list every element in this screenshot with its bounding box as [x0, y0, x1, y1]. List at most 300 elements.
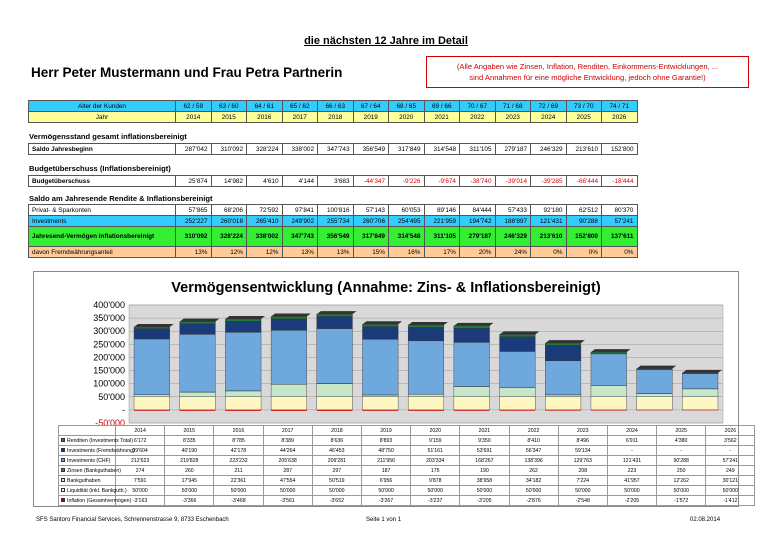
data-label: -2'548: [558, 496, 607, 506]
x-tick-label: 2023: [558, 426, 607, 436]
data-label: 8'893: [361, 436, 410, 446]
data-label: -: [657, 446, 706, 456]
row-cell: 12%: [211, 247, 247, 258]
data-label: 219'828: [165, 456, 214, 466]
data-label: 8'410: [509, 436, 558, 446]
data-label: 50'000: [509, 486, 558, 496]
age-cell: 73 / 70: [566, 101, 602, 112]
age-row: [29, 101, 638, 112]
data-label: -: [607, 446, 656, 456]
data-label: 250: [657, 466, 706, 476]
bar-segment: [682, 373, 718, 374]
chart-title: Vermögensentwicklung (Annahme: Zins- & Inflationsbereinigt): [171, 280, 601, 296]
saldo-row: [29, 144, 638, 155]
data-label: 190: [460, 466, 509, 476]
row-cell: 89'146: [424, 205, 460, 216]
bar-segment: [225, 332, 261, 391]
legend-swatch: [61, 488, 65, 492]
legend-label: Liquidität (inkl. Bankguth.): [67, 487, 127, 494]
y-tick-label: -: [122, 404, 125, 415]
bar-segment: [225, 321, 261, 332]
bar-segment-negative: [454, 410, 490, 411]
row-cell: 12%: [247, 247, 283, 258]
x-tick-label: 2015: [165, 426, 214, 436]
legend-label: Bankguthaben: [67, 477, 101, 484]
footer-date: 02.08.2014: [690, 517, 721, 523]
x-tick-label: 2021: [460, 426, 509, 436]
row-cell: 356'549: [318, 227, 354, 247]
row-cell: 100'816: [318, 205, 354, 216]
row-cell: 279'187: [460, 227, 496, 247]
bar-segment: [682, 374, 718, 389]
bar-top: [362, 321, 402, 324]
row-cell: 249'902: [282, 216, 318, 227]
data-label: -2'876: [509, 496, 558, 506]
y-tick-label: -50'000: [95, 418, 125, 428]
legend-label: Investments (CHF): [67, 457, 111, 464]
year-cell: 2020: [389, 112, 425, 123]
row-cell: 57'433: [495, 205, 531, 216]
data-label: 205'638: [263, 456, 312, 466]
bar-segment: [545, 343, 581, 345]
row-cell: 57'241: [602, 216, 638, 227]
y-tick-label: 250'000: [93, 339, 125, 350]
bar-segment: [362, 327, 398, 340]
legend-swatch: [61, 498, 65, 502]
legend-header-row: [59, 426, 755, 436]
x-tick-label: 2016: [214, 426, 263, 436]
bar-segment-negative: [134, 410, 170, 411]
budget-row: [29, 176, 638, 187]
data-label: 50'000: [706, 486, 755, 496]
bar-segment: [317, 397, 353, 410]
budget-cell: 4'144: [282, 176, 318, 187]
row-cell: 92'180: [531, 205, 567, 216]
disclaimer-box: [426, 56, 749, 88]
bar-segment: [271, 397, 307, 410]
row-cell: 221'959: [424, 216, 460, 227]
legend-label: Renditen (Investments Total): [67, 437, 133, 444]
data-label: -1'412: [706, 496, 755, 506]
bar-segment-negative: [500, 410, 536, 411]
row-cell: 252'227: [176, 216, 212, 227]
row-label: Privat- & Sparkonten: [29, 205, 176, 216]
age-cell: 72 / 69: [531, 101, 567, 112]
bar-segment: [637, 397, 673, 410]
section-heading-vermoegen: Vermögensstand gesamt inflationsbereinigt: [29, 132, 187, 141]
bar-segment: [225, 319, 261, 321]
row-cell: 57'143: [353, 205, 389, 216]
age-cell: 70 / 67: [460, 101, 496, 112]
saldo-detail-row: [29, 216, 638, 227]
year-cell: 2026: [602, 112, 638, 123]
data-label: -3'267: [361, 496, 410, 506]
data-label: 208: [558, 466, 607, 476]
bar-segment: [408, 394, 444, 397]
data-label: -3'561: [263, 496, 312, 506]
budget-cell: -44'347: [353, 176, 389, 187]
row-cell: 57'865: [176, 205, 212, 216]
data-label: 287: [263, 466, 312, 476]
data-label: 129'763: [558, 456, 607, 466]
data-label: 175: [411, 466, 460, 476]
legend-swatch: [61, 448, 65, 452]
legend-label: Investments (Fremdwährung): [67, 447, 135, 454]
row-cell: 0%: [531, 247, 567, 258]
page-title: die nächsten 12 Jahre im Detail: [304, 35, 468, 47]
saldo-cell: 311'105: [460, 144, 496, 155]
data-label: 50'000: [214, 486, 263, 496]
y-tick-label: 100'000: [93, 378, 125, 389]
row-cell: 347'743: [282, 227, 318, 247]
chart-data-table: [58, 425, 755, 506]
row-cell: 62'512: [566, 205, 602, 216]
year-cell: 2025: [566, 112, 602, 123]
row-cell: 188'897: [495, 216, 531, 227]
data-label: 223: [607, 466, 656, 476]
bar-top: [637, 366, 677, 369]
bar-segment: [637, 394, 673, 397]
age-cell: 64 / 61: [247, 101, 283, 112]
bar-segment-negative: [362, 410, 398, 411]
budget-cell: -18'444: [602, 176, 638, 187]
legend-swatch: [61, 478, 65, 482]
bar-segment: [317, 316, 353, 328]
data-label: 22'361: [214, 476, 263, 486]
budget-cell: 14'982: [211, 176, 247, 187]
year-cell: 2023: [495, 112, 531, 123]
data-label: 223'232: [214, 456, 263, 466]
bar-segment: [637, 370, 673, 394]
bar-segment: [682, 389, 718, 397]
bar-segment: [134, 329, 170, 339]
bar-segment-negative: [225, 410, 261, 411]
data-label: 9'159: [411, 436, 460, 446]
data-label: 274: [116, 466, 165, 476]
legend-swatch: [61, 468, 65, 472]
y-tick-label: 300'000: [93, 326, 125, 337]
age-label: Alter der Kunden: [29, 101, 176, 112]
legend-entry: [59, 496, 132, 506]
bar-segment: [454, 387, 490, 397]
footer-address: SFS Santoro Financial Services, Schrennenstrasse 9, 8733 Eschenbach: [36, 517, 229, 523]
saldo-detail-row: [29, 247, 638, 258]
saldo-cell: 338'002: [282, 144, 318, 155]
year-cell: 2024: [531, 112, 567, 123]
legend-corner: [59, 426, 116, 436]
data-label: 46'453: [312, 446, 361, 456]
year-label: Jahr: [29, 112, 176, 123]
x-tick-label: 2022: [509, 426, 558, 436]
data-label: 211: [214, 466, 263, 476]
bar-top: [591, 349, 631, 352]
saldo-cell: 317'849: [389, 144, 425, 155]
row-cell: 17%: [424, 247, 460, 258]
budget-cell: -39'014: [495, 176, 531, 187]
data-label: 3'562: [706, 436, 755, 446]
age-cell: 71 / 68: [495, 101, 531, 112]
row-cell: 60'053: [389, 205, 425, 216]
data-label: 6'911: [607, 436, 656, 446]
bar-segment: [271, 317, 307, 319]
budget-cell: -66'444: [566, 176, 602, 187]
legend-entry: [59, 466, 121, 476]
legend-label: Inflation (Gesamtvermögen): [67, 497, 132, 504]
saldo-cell: 347'743: [318, 144, 354, 155]
data-label: 56'347: [509, 446, 558, 456]
row-cell: 13%: [176, 247, 212, 258]
row-cell: 80'370: [602, 205, 638, 216]
legend-entry: [59, 446, 135, 456]
data-label: 8'785: [214, 436, 263, 446]
row-cell: 24%: [495, 247, 531, 258]
saldo-cell: 356'549: [353, 144, 389, 155]
data-label: 211'956: [361, 456, 410, 466]
bar-segment: [454, 326, 490, 328]
data-label: -: [706, 446, 755, 456]
bar-segment: [500, 337, 536, 352]
chart-plot: [33, 295, 733, 428]
row-cell: 15%: [353, 247, 389, 258]
legend-row: [59, 446, 755, 456]
bar-segment-negative: [317, 410, 353, 411]
year-cell: 2014: [176, 112, 212, 123]
data-label: 50'000: [657, 486, 706, 496]
data-label: 9'350: [460, 436, 509, 446]
x-tick-label: 2018: [312, 426, 361, 436]
x-tick-label: 2019: [361, 426, 410, 436]
data-label: 44'264: [263, 446, 312, 456]
data-label: 50'000: [263, 486, 312, 496]
x-tick-label: 2024: [607, 426, 656, 436]
row-cell: 194'742: [460, 216, 496, 227]
bar-segment: [500, 351, 536, 387]
year-cell: 2016: [247, 112, 283, 123]
bar-segment: [271, 330, 307, 384]
budget-cell: 4'610: [247, 176, 283, 187]
bar-segment: [362, 339, 398, 395]
data-label: 50'000: [361, 486, 410, 496]
data-label: -2'205: [607, 496, 656, 506]
bar-top: [180, 319, 220, 322]
legend-row: [59, 476, 755, 486]
row-cell: 16%: [389, 247, 425, 258]
legend-row: [59, 496, 755, 506]
bar-segment: [408, 397, 444, 410]
data-label: 168'267: [460, 456, 509, 466]
legend-row: [59, 486, 755, 496]
y-tick-label: 50'000: [98, 391, 125, 402]
data-label: 138'396: [509, 456, 558, 466]
bar-segment: [591, 354, 627, 386]
age-cell: 74 / 71: [602, 101, 638, 112]
legend-swatch: [61, 438, 65, 442]
bar-top: [454, 323, 494, 326]
data-label: -3'652: [312, 496, 361, 506]
budget-cell: -39'285: [531, 176, 567, 187]
data-label: 249: [706, 466, 755, 476]
section-heading-saldo: Saldo am Jahresende Rendite & Inflationsbereinigt: [29, 194, 213, 203]
bar-segment: [180, 322, 216, 324]
bar-top: [682, 370, 722, 373]
bar-segment: [362, 395, 398, 397]
row-cell: 121'431: [531, 216, 567, 227]
row-cell: 13%: [282, 247, 318, 258]
bar-segment: [637, 369, 673, 370]
bar-segment: [134, 327, 170, 329]
budget-table: [28, 175, 638, 187]
client-name: Herr Peter Mustermann und Frau Petra Partnerin: [31, 65, 343, 80]
disclaimer-line: sind Annahmen für eine mögliche Entwicklung, jedoch ohne Garantie!): [469, 73, 706, 82]
bar-top: [317, 311, 357, 314]
saldo-label: Saldo Jahresbeginn: [29, 144, 176, 155]
bar-segment: [317, 384, 353, 397]
bar-segment: [134, 397, 170, 410]
row-cell: 0%: [602, 247, 638, 258]
row-cell: 310'092: [176, 227, 212, 247]
row-label: Jahresend-Vermögen inflationsbereinigt: [29, 227, 176, 247]
bar-segment-negative: [271, 410, 307, 411]
data-label: 187: [361, 466, 410, 476]
bar-segment: [317, 314, 353, 316]
row-cell: 84'444: [460, 205, 496, 216]
bar-segment: [408, 341, 444, 394]
row-cell: 68'206: [211, 205, 247, 216]
data-label: 262: [509, 466, 558, 476]
data-label: 50'000: [165, 486, 214, 496]
age-cell: 65 / 62: [282, 101, 318, 112]
data-label: 50'000: [411, 486, 460, 496]
bar-segment: [271, 384, 307, 396]
data-label: 7'591: [116, 476, 165, 486]
saldo-cell: 279'187: [495, 144, 531, 155]
saldo-table: [28, 204, 638, 258]
data-label: 6'172: [116, 436, 165, 446]
bar-segment: [362, 397, 398, 410]
legend-entry: [59, 486, 127, 496]
bar-segment: [591, 397, 627, 410]
row-cell: 90'288: [566, 216, 602, 227]
saldo-cell: 213'610: [566, 144, 602, 155]
bar-segment: [180, 397, 216, 410]
bar-top: [271, 314, 311, 317]
saldo-cell: 310'092: [211, 144, 247, 155]
x-tick-label: 2025: [657, 426, 706, 436]
row-cell: 260'018: [211, 216, 247, 227]
year-cell: 2015: [211, 112, 247, 123]
bar-segment: [180, 392, 216, 397]
row-cell: 13%: [318, 247, 354, 258]
bar-segment: [545, 361, 581, 395]
saldo-cell: 246'329: [531, 144, 567, 155]
bar-segment: [408, 327, 444, 340]
data-label: -3'366: [165, 496, 214, 506]
data-label: 12'262: [657, 476, 706, 486]
data-label: 59'134: [558, 446, 607, 456]
bar-segment: [362, 324, 398, 326]
saldo-detail-row: [29, 205, 638, 216]
data-label: 9'878: [411, 476, 460, 486]
legend-row: [59, 436, 755, 446]
bar-segment: [500, 334, 536, 336]
data-label: 50'000: [460, 486, 509, 496]
bar-segment: [454, 342, 490, 386]
y-tick-label: 150'000: [93, 365, 125, 376]
row-cell: 317'849: [353, 227, 389, 247]
data-label: 90'288: [657, 456, 706, 466]
legend-entry: [59, 476, 116, 486]
bar-segment: [134, 395, 170, 397]
data-label: 17'945: [165, 476, 214, 486]
bar-segment: [225, 397, 261, 410]
bar-segment: [134, 339, 170, 395]
bar-segment: [454, 397, 490, 410]
y-tick-label: 350'000: [93, 313, 125, 324]
budget-cell: 25'874: [176, 176, 212, 187]
data-label: 8'389: [263, 436, 312, 446]
age-year-table: [28, 100, 638, 123]
year-cell: 2018: [318, 112, 354, 123]
data-label: 53'691: [460, 446, 509, 456]
row-cell: 260'706: [353, 216, 389, 227]
legend-row: [59, 456, 755, 466]
age-cell: 67 / 64: [353, 101, 389, 112]
data-label: 34'182: [509, 476, 558, 486]
x-tick-label: 2014: [116, 426, 165, 436]
budget-cell: -9'674: [424, 176, 460, 187]
bar-segment: [682, 397, 718, 410]
year-cell: 2019: [353, 112, 389, 123]
data-label: 40'190: [165, 446, 214, 456]
bar-segment: [317, 329, 353, 384]
data-label: -1'572: [657, 496, 706, 506]
data-label: 8'335: [165, 436, 214, 446]
data-label: 260: [165, 466, 214, 476]
data-label: 39'604: [116, 446, 165, 456]
data-label: 50'000: [312, 486, 361, 496]
data-label: 50'000: [116, 486, 165, 496]
age-cell: 66 / 63: [318, 101, 354, 112]
row-cell: 254'495: [389, 216, 425, 227]
bar-segment: [545, 397, 581, 410]
bar-segment: [500, 388, 536, 397]
bar-segment: [180, 324, 216, 335]
data-label: 42'178: [214, 446, 263, 456]
bar-top: [545, 340, 585, 343]
bar-segment-negative: [545, 410, 581, 411]
bar-segment: [545, 345, 581, 361]
footer-page: Seite 1 von 1: [366, 517, 402, 523]
bar-segment-negative: [180, 410, 216, 411]
data-label: 30'121: [706, 476, 755, 486]
y-tick-label: 400'000: [93, 300, 125, 310]
disclaimer-line: (Alle Angaben wie Zinsen, Inflation, Renditen, Einkommens-Entwicklungen, ...: [456, 62, 719, 71]
age-cell: 69 / 66: [424, 101, 460, 112]
bar-segment-negative: [408, 410, 444, 411]
data-label: 38'958: [460, 476, 509, 486]
x-tick-label: 2020: [411, 426, 460, 436]
bar-segment: [545, 395, 581, 397]
data-label: 48'750: [361, 446, 410, 456]
year-cell: 2017: [282, 112, 318, 123]
vermoegen-table: [28, 143, 638, 155]
bar-top: [408, 322, 448, 325]
row-cell: 338'002: [247, 227, 283, 247]
data-label: 8'496: [558, 436, 607, 446]
row-cell: 246'329: [495, 227, 531, 247]
bar-segment-negative: [591, 410, 627, 411]
data-label: 50'000: [607, 486, 656, 496]
